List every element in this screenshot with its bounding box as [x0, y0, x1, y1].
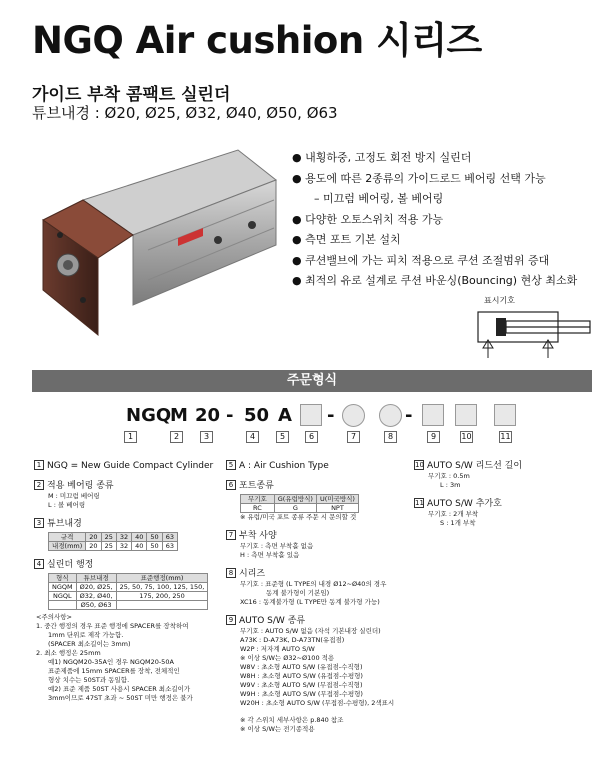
section-4: 4 실린더 행정 형식 튜브내경 표준행정(mm) NGQM Ø20, Ø25, 25, 50, 75, 100, 125, 150, NGQL Ø32, Ø40, 175, 200, 250 Ø50, Ø63 <주의사항> 1. 중간 행정의 경우 표준 행정에 SPACER를 장착하여 1mm 단위로 제작 가능함. (SPACER 최소길이는 3mm) 2. 최소 행정은 25mm 예1) NGQM20-35A인 경우 NGQM20-50A 표준제품에 15mm SPACER를 장착, 전체적인 형상 치수는 50ST과 동일함. 예2) 표준 제품 50ST 사용시 SPACER 최소길이가 3mm이므로 47ST 초과 ~ 50ST 미만 행정은 불가 [34, 559, 214, 703]
section-9: 9 AUTO S/W 종류 무기호 : AUTO S/W 없음 (자석 기본내장 실린더) A73K : D-A73K, D-A73TN(유접점) W2P : 저자계 AUTO S/W ※ 이상 S/W는 Ø32~Ø100 적용 W8V : 초소형 AUTO S/W (유접점-수직형) W8H : 초소형 AUTO S/W (유접점-수평형) W9V : 초소형 AUTO S/W (무접점-수직형) W9H : 초소형 AUTO S/W (무접점-수평형) W20H : 초소형 AUTO S/W (무접점-수평형), 2색표시 ※ 각 스위치 세부사항은 p.840 참조 ※ 이상 S/W는 전기종적용 [226, 615, 406, 734]
section-number: 10 [415, 461, 424, 469]
code-number: 1 [124, 431, 137, 443]
code-dash: - [226, 405, 234, 426]
section-3: 3 튜브내경 규격 20 25 32 40 50 63 내경(mm) 20 25 32 40 50 63 [34, 518, 214, 551]
section-number: 8 [226, 568, 236, 578]
feature-item: ● 최적의 유로 설계로 쿠션 바운싱(Bouncing) 현상 최소화 [292, 274, 578, 287]
stroke-table: 형식 튜브내경 표준행정(mm) NGQM Ø20, Ø25, 25, 50, 75, 100, 125, 150, NGQL Ø32, Ø40, 175, 200, 250 Ø50, Ø63 [48, 573, 208, 610]
code-number: 10 [461, 432, 472, 441]
section-2: 2 적용 베어링 종류 M : 미끄럼 베어링 L : 볼 베어링 [34, 480, 214, 510]
section-number: 6 [226, 480, 236, 490]
bore-table: 규격 20 25 32 40 50 63 내경(mm) 20 25 32 40 50 63 [48, 532, 178, 551]
section-number: 5 [226, 460, 236, 470]
subtitle: 가이드 부착 콤팩트 실린더 [32, 85, 231, 105]
tube-sizes: 튜브내경 : Ø20, Ø25, Ø32, Ø40, Ø50, Ø63 [32, 104, 338, 122]
section-8: 8 시리즈 무기호 : 표준형 (L TYPE의 내경 Ø12~Ø40의 경우 동계 불가형이 기본임) XC16 : 동계불가형 (L TYPE만 동계 불가형 가능) [226, 568, 406, 607]
feature-item: ● 측면 포트 기본 설치 [292, 233, 401, 246]
page-title: NGQ Air cushion 시리즈 [32, 19, 482, 62]
section-number: 3 [34, 518, 44, 528]
column-middle [226, 460, 406, 742]
symbol-label: 표시기호 [484, 296, 515, 305]
code-number: 4 [246, 431, 259, 443]
code-bore: 20 [195, 405, 221, 426]
code-series: NGQ [126, 405, 172, 426]
section-number: 9 [226, 615, 236, 625]
code-cushion: A [278, 405, 292, 426]
feature-item: ● 다양한 오토스위치 적용 가능 [292, 212, 444, 226]
code-number: 9 [427, 431, 440, 443]
feature-item: ● 용도에 따른 2종류의 가이드로드 베어링 선택 가능 [292, 171, 546, 185]
feature-list [292, 148, 592, 292]
code-number: 11 [500, 432, 511, 441]
code-slot-switch [422, 404, 444, 426]
section-1: 1 NGQ = New Guide Compact Cylinder [34, 460, 214, 472]
section-number: 11 [415, 499, 424, 507]
code-slot-series [379, 404, 402, 427]
code-number: 7 [347, 431, 360, 443]
order-format-banner: 주문형식 [32, 370, 592, 392]
code-number: 2 [170, 431, 183, 443]
code-number: 3 [200, 431, 213, 443]
section-6: 6 포트종류 무기호 G(유럽방식) U(미국방식) RC G NPT ※ 유럽/미국 포트 종류 주문 시 문의할 것 [226, 480, 406, 522]
section-number: 1 [34, 460, 44, 470]
code-slot-qty [494, 404, 516, 426]
code-dash: - [327, 405, 335, 426]
section-11: 11 AUTO S/W 추가호 무기호 : 2개 부착 S : 1개 부착 [415, 499, 502, 527]
section-number: 7 [226, 530, 236, 540]
column-left [34, 460, 214, 711]
section-5: 5 A : Air Cushion Type [226, 460, 406, 472]
section-number: 2 [34, 480, 44, 490]
column-right [414, 460, 594, 536]
cylinder-image [38, 140, 278, 340]
port-table: 무기호 G(유럽방식) U(미국방식) RC G NPT [240, 494, 359, 513]
code-slot-lead [455, 404, 477, 426]
feature-item: ● 쿠션밸브에 가는 피치 적용으로 쿠션 조절범위 증대 [292, 253, 550, 267]
code-number: 8 [384, 431, 397, 443]
section-7: 7 부착 사양 무기호 : 측면 부착홀 없음 H : 측면 부착홀 있음 [226, 530, 406, 560]
feature-item: ● 내횡하중, 고정도 회전 방지 실린더 [292, 151, 472, 164]
code-slot-port [300, 404, 322, 426]
cylinder-symbol-icon [470, 304, 592, 360]
code-stroke: 50 [244, 405, 270, 426]
code-dash: - [405, 405, 413, 426]
feature-subitem: – 미끄럼 베어링, 볼 베어링 [314, 192, 444, 205]
code-number: 5 [276, 431, 289, 443]
section-10: 10 AUTO S/W 리드선 길이 무기호 : 0.5m L : 3m [415, 461, 523, 489]
section-number: 4 [34, 559, 44, 569]
code-slot-mount [342, 404, 365, 427]
code-number: 6 [305, 431, 318, 443]
code-bearing: M [170, 405, 188, 426]
